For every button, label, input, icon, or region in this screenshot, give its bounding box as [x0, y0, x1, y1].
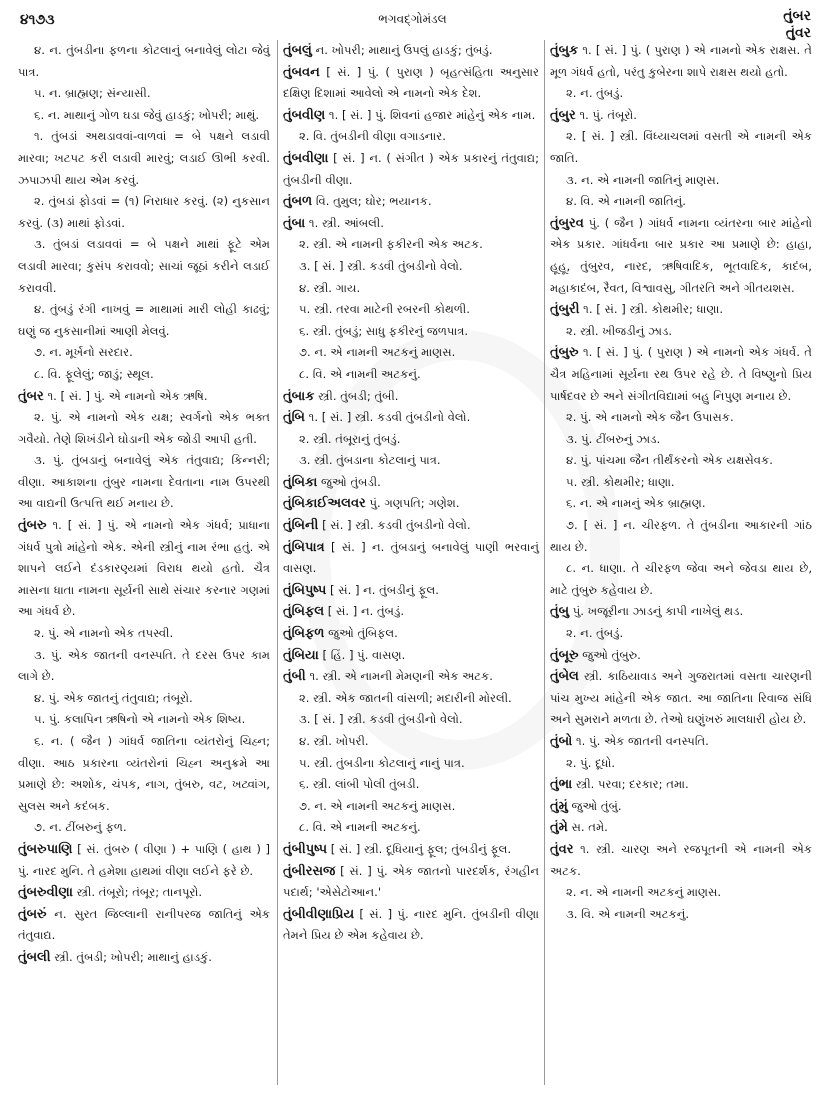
dictionary-entry: [550, 342, 812, 407]
headword: તુંબિપુષ્પ: [283, 582, 327, 598]
dictionary-entry: [283, 861, 539, 904]
definition-text: ૩. [ સં. ] સ્ત્રી. કડવી તુંબડીનો વેલો.: [299, 712, 463, 727]
definition-text: ૨. પું. એ નામનો એક યક્ષ; સ્વર્ગનો એક ભક્ત ગવૈયો. તેણે શિખંડીને ઘોડાની એક જોડી આપી હતી.: [18, 410, 270, 446]
dictionary-entry: [550, 40, 812, 83]
headword: તુંબવીણા: [283, 150, 329, 166]
definition-text: ૩. વિ. એ નામની અટકનું.: [566, 906, 690, 921]
entry-sense: [283, 278, 539, 300]
entry-sense: [18, 342, 270, 364]
headword: તુંબિપાત્ર: [283, 539, 325, 555]
entry-sense: [283, 234, 539, 256]
definition-text: ૩. [ સં. ] સ્ત્રી. કડવી તુંબડીનો વેલો.: [299, 258, 463, 273]
dictionary-entry: [283, 148, 539, 191]
definition-text: જુઓ તુંબિફલ.: [324, 626, 398, 641]
dictionary-entry: [18, 386, 270, 408]
definition-text: ૩. પું. તુંબડાનું બનાવેલું એક તંતુવાદ્ય; કિન્નરી; વીણા. આકાશના તુંબુર નામના દેવતાના નામ ઉપરથી આ વાદ્યની ઉત્પત્તિ થઈ મનાય છે.: [18, 453, 270, 511]
headword: તુંબુરવ: [550, 215, 584, 231]
definition-text: ૨. સ્ત્રી. એક જાતની વાંસળી; મદારીની મોરલી.: [299, 690, 512, 705]
definition-text: પું. ( જૈન ) ગાંધર્વ નામના વ્યંતરના બાર માંહેનો એક પ્રકાર. ગાંધર્વના બાર પ્રકાર આ પ્રમાણે છે: હાહા, હૂહૂ, તુંબુરવ, નારદ, ઋષિવાદિક, ભૂતવાદિક, કાદંબ, મહાકાદંબ, રૈવત, વિશ્વાવસુ, ગીતરતિ અને ગીતયશસ.: [550, 215, 812, 295]
entry-sense: [550, 126, 812, 169]
definition-text: ૭. ન. એ નામની અટકનું માણસ.: [299, 345, 456, 360]
entry-sense: [18, 709, 270, 731]
headword: તુંબર: [18, 388, 44, 404]
dictionary-entry: [18, 904, 270, 947]
entry-sense: [550, 83, 812, 105]
definition-text: [ સં. ] સ્ત્રી. કડવી તુંબડીનો વેલો.: [318, 518, 471, 533]
definition-text: [ સં. ] ન. તુંબડાનું બનાવેલું પાણી ભરવાનું વાસણ.: [283, 539, 539, 576]
headword: તુંવર: [550, 841, 574, 857]
definition-text: ૧. સ્ત્રી. ચારણ અને રજપૂતની એ નામની એક અટક.: [550, 841, 812, 878]
entry-sense: [550, 450, 812, 472]
headword: તુંબુક: [550, 43, 579, 58]
headword: તુંબિયા: [283, 647, 319, 663]
dictionary-entry: [283, 839, 539, 861]
definition-text: સ. તમે.: [567, 820, 608, 835]
column-divider: [544, 40, 545, 1085]
definition-text: ૫. સ્ત્રી. તુંબડીના કોટલાનું નાનું પાત્ર.: [299, 755, 465, 770]
definition-text: ૩. પું. ટીંબરુનું ઝાડ.: [566, 431, 661, 446]
entry-sense: [550, 904, 812, 926]
definition-text: પું. ગણપતિ; ગણેશ.: [365, 496, 460, 511]
definition-text: સ્ત્રી. તુંબડી; તુંબી.: [314, 388, 399, 403]
definition-text: ૨. સ્ત્રી. એ નામની ફકીરની એક અટક.: [299, 237, 483, 252]
definition-text: ૨. ન. તુંબડું.: [566, 626, 624, 641]
headword: તુંબરુપાણિ: [18, 841, 73, 857]
dictionary-entry: [550, 817, 812, 839]
definition-text: ૧. [ સં. ] સ્ત્રી. કોથમીર; ધાણા.: [579, 302, 724, 317]
dictionary-entry: [283, 623, 539, 645]
definition-text: [ સં. ] ન. તુંબડીનું ફૂલ.: [326, 582, 439, 597]
definition-text: [ સં. તુંબરુ ( વીણા ) + પાણિ ( હાથ ) ] પું. નારદ મુનિ. તે હમેશા હાથમાં વીણા લઈને ફરે છે.: [18, 841, 270, 878]
headword: તુંબિકા: [283, 474, 318, 490]
headword: તુંબાક: [283, 388, 315, 404]
dictionary-entry: [550, 105, 812, 127]
dictionary-entry: [550, 774, 812, 796]
definition-text: ૮. વિ. એ નામની અટકનું.: [299, 366, 421, 381]
definition-text: ન. સુરત જિલ્લાની રાનીપરજ જાતિનું એક તંતુવાદ્ય.: [18, 906, 270, 943]
definition-text: ૫. સ્ત્રી. કોથમીર; ધાણા.: [566, 474, 675, 489]
definition-text: ૨. ન. એ નામની અટકનું માણસ.: [566, 885, 722, 900]
entry-sense: [283, 709, 539, 731]
definition-text: ૧. [ સં. ] પું. શિવનાં હજાર માંહેનું એક નામ.: [325, 107, 536, 122]
definition-text: ન. ખોપરી; માથાનું ઉપલું હાડકું; તુંબડું.: [311, 43, 493, 57]
definition-text: ૪. સ્ત્રી. ગાય.: [299, 280, 361, 295]
definition-text: [ હિં. ] પું. વાસણ.: [318, 647, 406, 662]
definition-text: ૫. પું. કલાપિન ઋષિનો એ નામનો એક શિષ્ય.: [34, 712, 246, 727]
entry-sense: [18, 623, 270, 645]
dictionary-entry: [18, 882, 270, 904]
entry-sense: [283, 731, 539, 753]
definition-text: ૩. પું. એક જાતની વનસ્પતિ. તે દરસ ઉપર કામ લાગે છે.: [18, 647, 270, 684]
definition-text: ૨. પું. દૂધો.: [566, 755, 616, 770]
entry-sense: [550, 429, 812, 451]
headword: તુંબીરસજ: [283, 863, 336, 879]
dictionary-entry: [550, 731, 812, 753]
entry-sense: [283, 126, 539, 148]
entry-sense: [18, 645, 270, 688]
definition-text: ૭. ન. ટીંબરુનું ફળ.: [34, 820, 127, 835]
entry-sense: [550, 623, 812, 645]
headword: તુંબો: [550, 734, 573, 749]
dictionary-entry: [283, 472, 539, 494]
definition-text: ૧. [ સં. ] સ્ત્રી. કડવી તુંબડીનો વેલો.: [305, 410, 471, 425]
guide-word-first: તુંબર: [783, 8, 811, 24]
definition-text: [ સં. ] પું. ( પુરાણ ) બૃહત્સંહિતા અનુસાર દક્ષિણ દિશામાં આવેલો એ નામનો એક દેશ.: [283, 64, 539, 101]
column-1: [18, 40, 270, 969]
headword: તુંબરુવીણા: [18, 885, 73, 901]
definition-text: સ્ત્રી. પરવા; દરકાર; તમા.: [572, 777, 689, 792]
entry-sense: [550, 515, 812, 558]
guide-word-last: તુંવર: [785, 25, 811, 41]
dictionary-entry: [283, 601, 539, 623]
dictionary-entry: [550, 645, 812, 667]
entry-sense: [283, 796, 539, 818]
entry-sense: [18, 817, 270, 839]
entry-sense: [550, 170, 812, 192]
entry-sense: [283, 774, 539, 796]
definition-text: ૧. પું. તંબૂરો.: [575, 107, 637, 122]
column-2: [283, 40, 539, 947]
definition-text: ૩. સ્ત્રી. તુંબડાના કોટલાનું પાત્ર.: [299, 453, 441, 468]
dictionary-entry: [283, 645, 539, 667]
page-number: ૪૧૭૩: [20, 12, 55, 28]
headword: તુંબેલ: [550, 669, 579, 685]
entry-sense: [283, 450, 539, 472]
dictionary-entry: [283, 580, 539, 602]
definition-text: જુઓ તુંબુરુ.: [578, 647, 641, 662]
definition-text: [ સં. ] ન. ( સંગીત ) એક પ્રકારનું તંતુવાદ્ય; તુંબડીની વીણા.: [283, 150, 539, 187]
entry-sense: [550, 558, 812, 601]
definition-text: ૧. [ સં. ] પું. એ નામનો એક ગંધર્વ; પ્રાધાના ગંધર્વ પુત્રો માંહેનો એક. એની સ્ત્રીનું નામ રંભા હતું. એ શાપને લઈને દંડકારણ્યમાં વિરાધ થયો હતો. ચૈત્ર માસના ધાતા નામના સૂર્યની સાથે સંચાર કરનાર ગણમાં આ ગંધર્વ છે.: [18, 518, 270, 619]
column-divider: [277, 40, 278, 1085]
definition-text: ૬. સ્ત્રી. લાંબી પોલી તુંબડી.: [299, 777, 420, 792]
dictionary-entry: [283, 666, 539, 688]
guide-words: [783, 8, 811, 42]
column-3: [550, 40, 812, 925]
definition-text: ૨. તુંબડાં ફોડવાં = (૧) નિરાધાર કરવું. (૨) નુકસાન કરવું. (૩) માથાં ફોડવાં.: [18, 194, 270, 230]
dictionary-entry: [550, 299, 812, 321]
entry-sense: [283, 256, 539, 278]
dictionary-entry: [550, 213, 812, 299]
dictionary-entry: [283, 105, 539, 127]
definition-text: ૮. ન. ધાણા. તે ચીરફળ જેવા અને જેવડા થાય છે, માટે તુંબુરુ કહેવાય છે.: [550, 561, 812, 597]
definition-text: ૪. પું. એક જાતનું તંતુવાદ્ય; તંબૂરો.: [34, 690, 193, 705]
dictionary-entry: [283, 407, 539, 429]
definition-text: જુઓ તુંબું.: [567, 798, 622, 813]
dictionary-entry: [283, 515, 539, 537]
dictionary-entry: [283, 537, 539, 580]
headword: તુંબા: [283, 215, 306, 231]
dictionary-entry: [550, 839, 812, 882]
definition-text: ૬. ન. માથાનું ગોળ ઘડા જેવું હાડકું; ખોપરી; માથું.: [34, 107, 260, 122]
dictionary-entry: [283, 386, 539, 408]
book-title: ભગવદ્ગોમંડલ: [378, 12, 447, 26]
entry-sense: [283, 753, 539, 775]
definition-text: ૧. તુંબડાં અથડાવવાં-વાળવાં = બે પક્ષને લડાવી મારવા; ખટપટ કરી લડાવી મારવું; લડાઈ ઊભી કરવી. ઝપાઝપી થાય એમ કરવું.: [18, 129, 270, 187]
headword: તુંબળ: [283, 194, 313, 210]
headword: તુંબૂરુ: [550, 647, 579, 663]
definition-text: ૬. ન. ( જૈન ) ગાંધર્વ જાતિના વ્યંતરોનું ચિહ્ન; વીણા. આઠ પ્રકારના વ્યંતરોનાં ચિહ્ન અનુક્રમે આ પ્રમાણે છે: અશોક, ચંપક, નાગ, તુંબરુ, વટ, ખટ્વાંગ, સુલસ અને કદંબક.: [18, 734, 270, 813]
headword: તુંબરું: [18, 906, 47, 922]
definition-text: ૫. ન. બ્રાહ્મણ; સંન્યાસી.: [34, 86, 151, 101]
entry-sense: [18, 688, 270, 710]
headword: તુંબિકાઈઅલવર: [283, 496, 366, 512]
definition-text: ૬. ન. એ નામનું એક બ્રાહ્મણ.: [566, 496, 706, 511]
headword: તુંબુરી: [550, 302, 580, 318]
definition-text: ૨. ન. તુંબડું.: [566, 86, 624, 101]
definition-text: સ્ત્રી. તુંબડી; ખોપરી; માથાનું હાડકું.: [50, 949, 212, 964]
dictionary-entry: [283, 191, 539, 213]
entry-sense: [18, 191, 270, 234]
headword: તુંબવન: [283, 64, 320, 80]
dictionary-entry: [18, 839, 270, 882]
definition-text: ૮. વિ. એ નામની અટકનું.: [299, 820, 421, 835]
definition-text: ૧. [ સં. ] પું. એ નામનો એક ઋષિ.: [43, 388, 208, 403]
dictionary-entry: [18, 515, 270, 623]
dictionary-entry: [283, 213, 539, 235]
entry-sense: [550, 191, 812, 213]
definition-text: ૧. સ્ત્રી. આંબલી.: [305, 215, 384, 230]
headword: તુંબરુ: [18, 518, 47, 534]
definition-text: વિ. તુમુલ; ઘોર; ભયાનક.: [312, 194, 432, 209]
entry-sense: [550, 472, 812, 494]
entry-sense: [550, 882, 812, 904]
entry-sense: [18, 364, 270, 386]
entry-sense: [18, 407, 270, 450]
entry-sense: [550, 753, 812, 775]
definition-text: ૨. સ્ત્રી. ખીજડીનું ઝાડ.: [566, 323, 673, 338]
headword: તુંબીપુષ્પ: [283, 841, 328, 857]
entry-sense: [18, 450, 270, 515]
dictionary-entry: [18, 947, 270, 969]
headword: તુંબિ: [283, 410, 305, 426]
headword: તુંબલી: [18, 949, 51, 965]
definition-text: [ સં. ] સ્ત્રી. દૂધિયાનું ફૂલ; તુંબડીનું ફૂલ.: [327, 841, 512, 856]
definition-text: ૪. સ્ત્રી. ખોપરી.: [299, 734, 369, 748]
headword: તુંબિફલ: [283, 604, 325, 620]
entry-sense: [283, 817, 539, 839]
dictionary-entry: [283, 493, 539, 515]
headword: તુંબિફળ: [283, 626, 325, 642]
definition-text: ૧. [ સં. ] પું. ( પુરાણ ) એ નામનો એક ગંધર્વ. તે ચૈત્ર મહિનામાં સૂર્યના રથ ઉપર રહે છે. તે વિષ્ણુનો પ્રિય પાર્ષદવર છે અને સંગીતવિદ્યામાં બહુ નિપુણ મનાય છે.: [550, 345, 812, 403]
definition-text: [ સં. ] પું. નારદ મુનિ. તુંબડીની વીણા તેમને પ્રિય છે એમ કહેવાય છે.: [283, 906, 539, 943]
entry-sense: [18, 83, 270, 105]
definition-text: ૬. સ્ત્રી. તુંબડું; સાધુ ફકીરનું જળપાત્ર.: [299, 323, 469, 338]
page-header: [0, 6, 825, 42]
definition-text: ૪. પું. પાંચમા જૈન તીર્થંકરનો એક યક્ષસેવક.: [566, 453, 773, 468]
definition-text: ૩. ન. એ નામની જાતિનું માણસ.: [566, 172, 720, 187]
definition-text: ૪. વિ. એ નામની જાતિનું.: [566, 194, 686, 209]
dictionary-entry: [550, 796, 812, 818]
entry-sense: [550, 407, 812, 429]
definition-text: ૮. વિ. ફૂલેલું; જાડું; સ્થૂલ.: [34, 366, 154, 381]
headword: તુંબીવીણાપ્રિય: [283, 906, 355, 922]
definition-text: ૫. સ્ત્રી. તરવા માટેની રબરની કોથળી.: [299, 302, 470, 317]
dictionary-entry: [283, 904, 539, 947]
headword: તુંબિની: [283, 518, 319, 534]
headword: તુંબી: [283, 669, 306, 685]
headword: તુંમે: [550, 820, 568, 836]
entry-sense: [550, 321, 812, 343]
dictionary-entry: [550, 666, 812, 731]
entry-sense: [18, 234, 270, 299]
dictionary-entry: [283, 40, 539, 62]
definition-text: ૭. [ સં. ] ન. ચીરફળ. તે તુંબડીના આકારની ગાંઠ થાય છે.: [550, 518, 812, 554]
entry-sense: [283, 321, 539, 343]
definition-text: સ્ત્રી. તંબૂરો; તંબૂર; તાનપૂરો.: [72, 885, 203, 900]
headword: તુંમું: [550, 798, 568, 814]
entry-sense: [283, 688, 539, 710]
headword: તુંભા: [550, 777, 573, 793]
dictionary-entry: [283, 62, 539, 105]
definition-text: ૨. સ્ત્રી. તંબૂરાનું તુંબડું.: [299, 431, 401, 446]
entry-sense: [283, 364, 539, 386]
entry-sense: [550, 493, 812, 515]
definition-text: ૨. પું. એ નામનો એક તપસ્વી.: [34, 626, 174, 641]
definition-text: ૨. પું. એ નામનો એક જૈન ઉપાસક.: [566, 410, 734, 425]
definition-text: સ્ત્રી. કાઠિયાવાડ અને ગુજરાતમાં વસતા ચારણની પાંચ મુખ્ય માંહેની એક જાત. આ જાતિના રિવાજ સંધિ અને સુમરાને મળતા છે. તેઓ ઘણુંખરું માલધારી હોય છે.: [550, 669, 812, 727]
headword: તુંબવીણ: [283, 107, 326, 123]
entry-sense: [283, 299, 539, 321]
entry-sense: [18, 299, 270, 342]
definition-text: ૭. ન. મૂર્ખનો સરદાર.: [34, 345, 133, 360]
dictionary-entry: [550, 601, 812, 623]
entry-sense: [283, 429, 539, 451]
definition-text: ૨. [ સં. ] સ્ત્રી. વિંધ્યાચલમાં વસતી એ નામની એક જાતિ.: [550, 129, 812, 165]
definition-text: ૨. વિ. તુંબડીની વીણા વગાડનાર.: [299, 129, 446, 144]
definition-text: [ સં. ] પું. એક જાતનો પારદર્શક, રંગહીન પદાર્થ; 'એસેટોઆન.': [283, 863, 539, 900]
definition-text: ૩. તુંબડાં લડાવવાં = બે પક્ષને માથાં ફૂટે એમ લડાવી મારવા; કુસંપ કરાવવો; સાચાં જૂઠાં કરીને લડાઈ કરાવવી.: [18, 237, 270, 295]
definition-text: ૧. સ્ત્રી. એ નામની મેમણની એક અટક.: [305, 669, 493, 684]
definition-text: [ સં. ] ન. તુંબડું.: [324, 604, 405, 619]
definition-text: જુઓ તુંબડી.: [317, 474, 381, 489]
definition-text: ૭. ન. એ નામની અટકનું માણસ.: [299, 798, 456, 813]
definition-text: ૧. [ સં. ] પું. ( પુરાણ ) એ નામનો એક રાક્ષસ. તે મૂળ ગંધર્વ હતો, પરંતુ કુબેરના શાપે રાક્ષસ થયો હતો.: [550, 43, 812, 79]
definition-text: ૪. ન. તુંબડીના ફળના કોટલાનું બનાવેલું લોટા જેવું પાત્ર.: [18, 43, 270, 79]
definition-text: ૧. પું. એક જાતની વનસ્પતિ.: [572, 734, 709, 748]
headword: તુંબુ: [550, 604, 570, 620]
entry-sense: [18, 731, 270, 817]
entry-sense: [18, 105, 270, 127]
entry-sense: [18, 40, 270, 83]
definition-text: ૪. તુંબડું રંગી નાખવું = માથામાં મારી લોહી કાઢવું; ઘણું જ નુકસાનીમાં આણી મેલવું.: [18, 302, 270, 338]
headword: તુંબુર: [550, 107, 576, 123]
headword: તુંબલું: [283, 43, 312, 58]
entry-sense: [18, 126, 270, 191]
entry-sense: [283, 342, 539, 364]
definition-text: પું. ખજૂરીના ઝાડનું કાપી નાખેલું થડ.: [569, 604, 744, 619]
headword: તુંબુરુ: [550, 345, 579, 361]
